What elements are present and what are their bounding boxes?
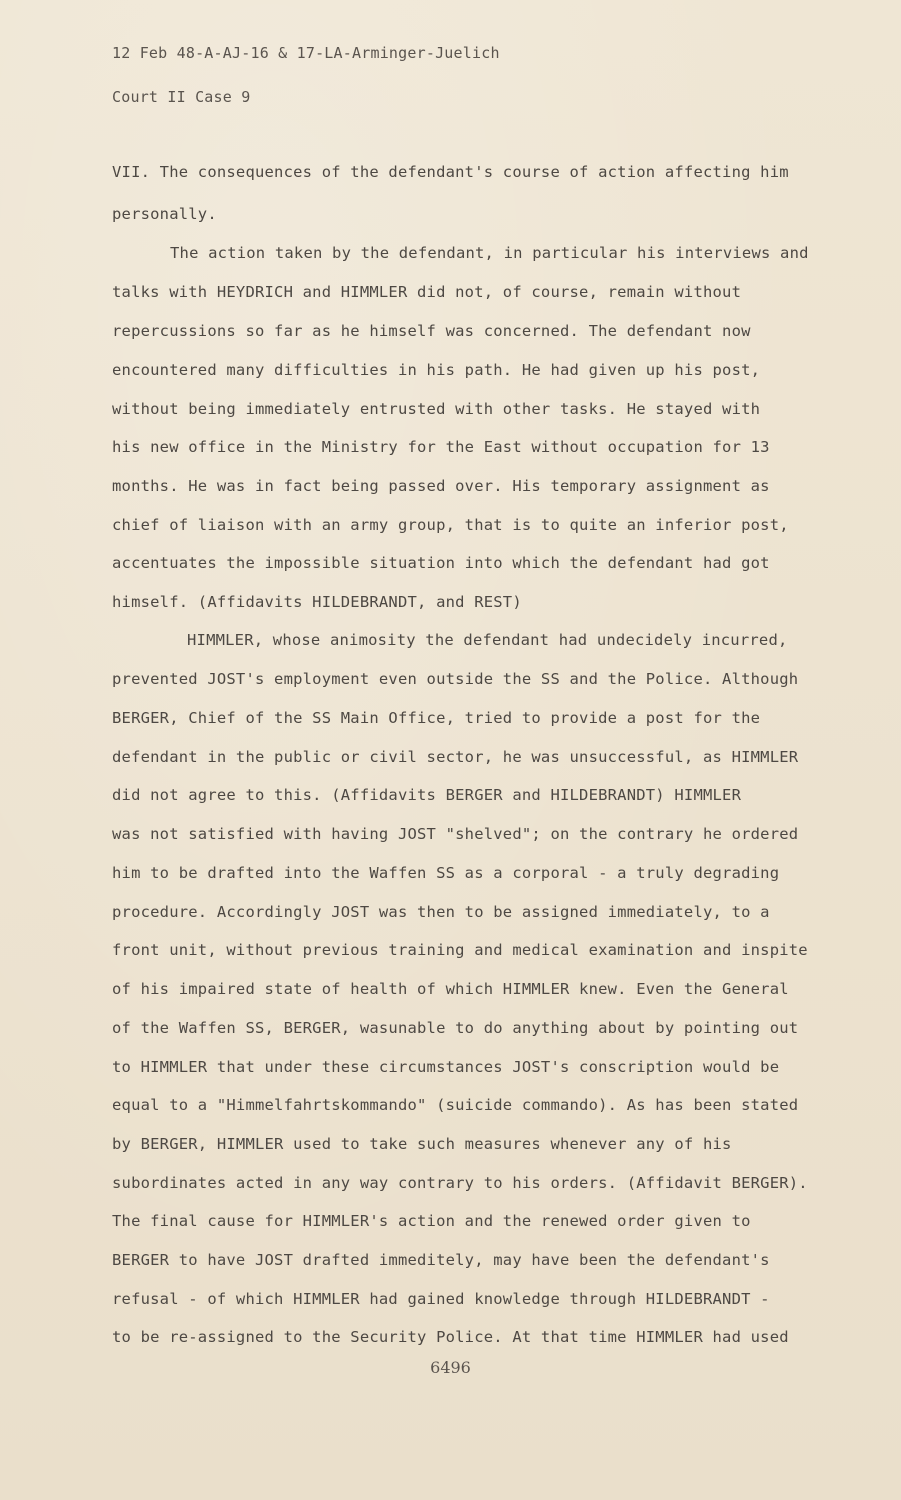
body-line: VII. The consequences of the defendant's course of action affecting him — [112, 163, 789, 181]
body-line: chief of liaison with an army group, that is to quite an inferior post, — [112, 516, 789, 534]
body-line: The final cause for HIMMLER's action and the renewed order given to — [112, 1212, 751, 1230]
body-line: personally. — [112, 205, 217, 223]
document-reference: 12 Feb 48-A-AJ-16 & 17-LA-Arminger-Juelich — [112, 44, 500, 62]
body-line: to HIMMLER that under these circumstances JOST's conscription would be — [112, 1058, 780, 1076]
body-line: repercussions so far as he himself was concerned. The defendant now — [112, 322, 751, 340]
body-line: front unit, without previous training and medical examination and inspite — [112, 941, 808, 959]
body-line: procedure. Accordingly JOST was then to be assigned immediately, to a — [112, 903, 770, 921]
body-line: by BERGER, HIMMLER used to take such measures whenever any of his — [112, 1135, 732, 1153]
body-line: did not agree to this. (Affidavits BERGER and HILDEBRANDT) HIMMLER — [112, 786, 742, 804]
body-line: prevented JOST's employment even outside the SS and the Police. Although — [112, 670, 799, 688]
body-line: accentuates the impossible situation into which the defendant had got — [112, 554, 770, 572]
body-line: his new office in the Ministry for the East without occupation for 13 — [112, 438, 770, 456]
body-line: months. He was in fact being passed over. His temporary assignment as — [112, 477, 770, 495]
body-line: The action taken by the defendant, in particular his interviews and — [170, 244, 809, 262]
body-line: HIMMLER, whose animosity the defendant had undecidely incurred, — [187, 631, 788, 649]
body-line: defendant in the public or civil sector, he was unsuccessful, as HIMMLER — [112, 748, 799, 766]
body-line: refusal - of which HIMMLER had gained knowledge through HILDEBRANDT - — [112, 1290, 770, 1308]
body-line: to be re-assigned to the Security Police. At that time HIMMLER had used — [112, 1328, 789, 1346]
body-line: him to be drafted into the Waffen SS as a corporal - a truly degrading — [112, 864, 780, 882]
body-line: equal to a "Himmelfahrtskommando" (suicide commando). As has been stated — [112, 1096, 799, 1114]
body-line: without being immediately entrusted with other tasks. He stayed with — [112, 400, 761, 418]
body-line: was not satisfied with having JOST "shelved"; on the contrary he ordered — [112, 825, 799, 843]
body-line: talks with HEYDRICH and HIMMLER did not, of course, remain without — [112, 283, 742, 301]
court-case-label: Court II Case 9 — [112, 88, 251, 106]
body-line: subordinates acted in any way contrary to his orders. (Affidavit BERGER). — [112, 1174, 808, 1192]
body-line: of the Waffen SS, BERGER, wasunable to do anything about by pointing out — [112, 1019, 799, 1037]
body-line: encountered many difficulties in his path. He had given up his post, — [112, 361, 761, 379]
page-number: 6496 — [430, 1358, 471, 1377]
body-line: BERGER to have JOST drafted immeditely, may have been the defendant's — [112, 1251, 770, 1269]
body-line: BERGER, Chief of the SS Main Office, tried to provide a post for the — [112, 709, 761, 727]
body-line: of his impaired state of health of which HIMMLER knew. Even the General — [112, 980, 789, 998]
body-line: himself. (Affidavits HILDEBRANDT, and REST) — [112, 593, 522, 611]
